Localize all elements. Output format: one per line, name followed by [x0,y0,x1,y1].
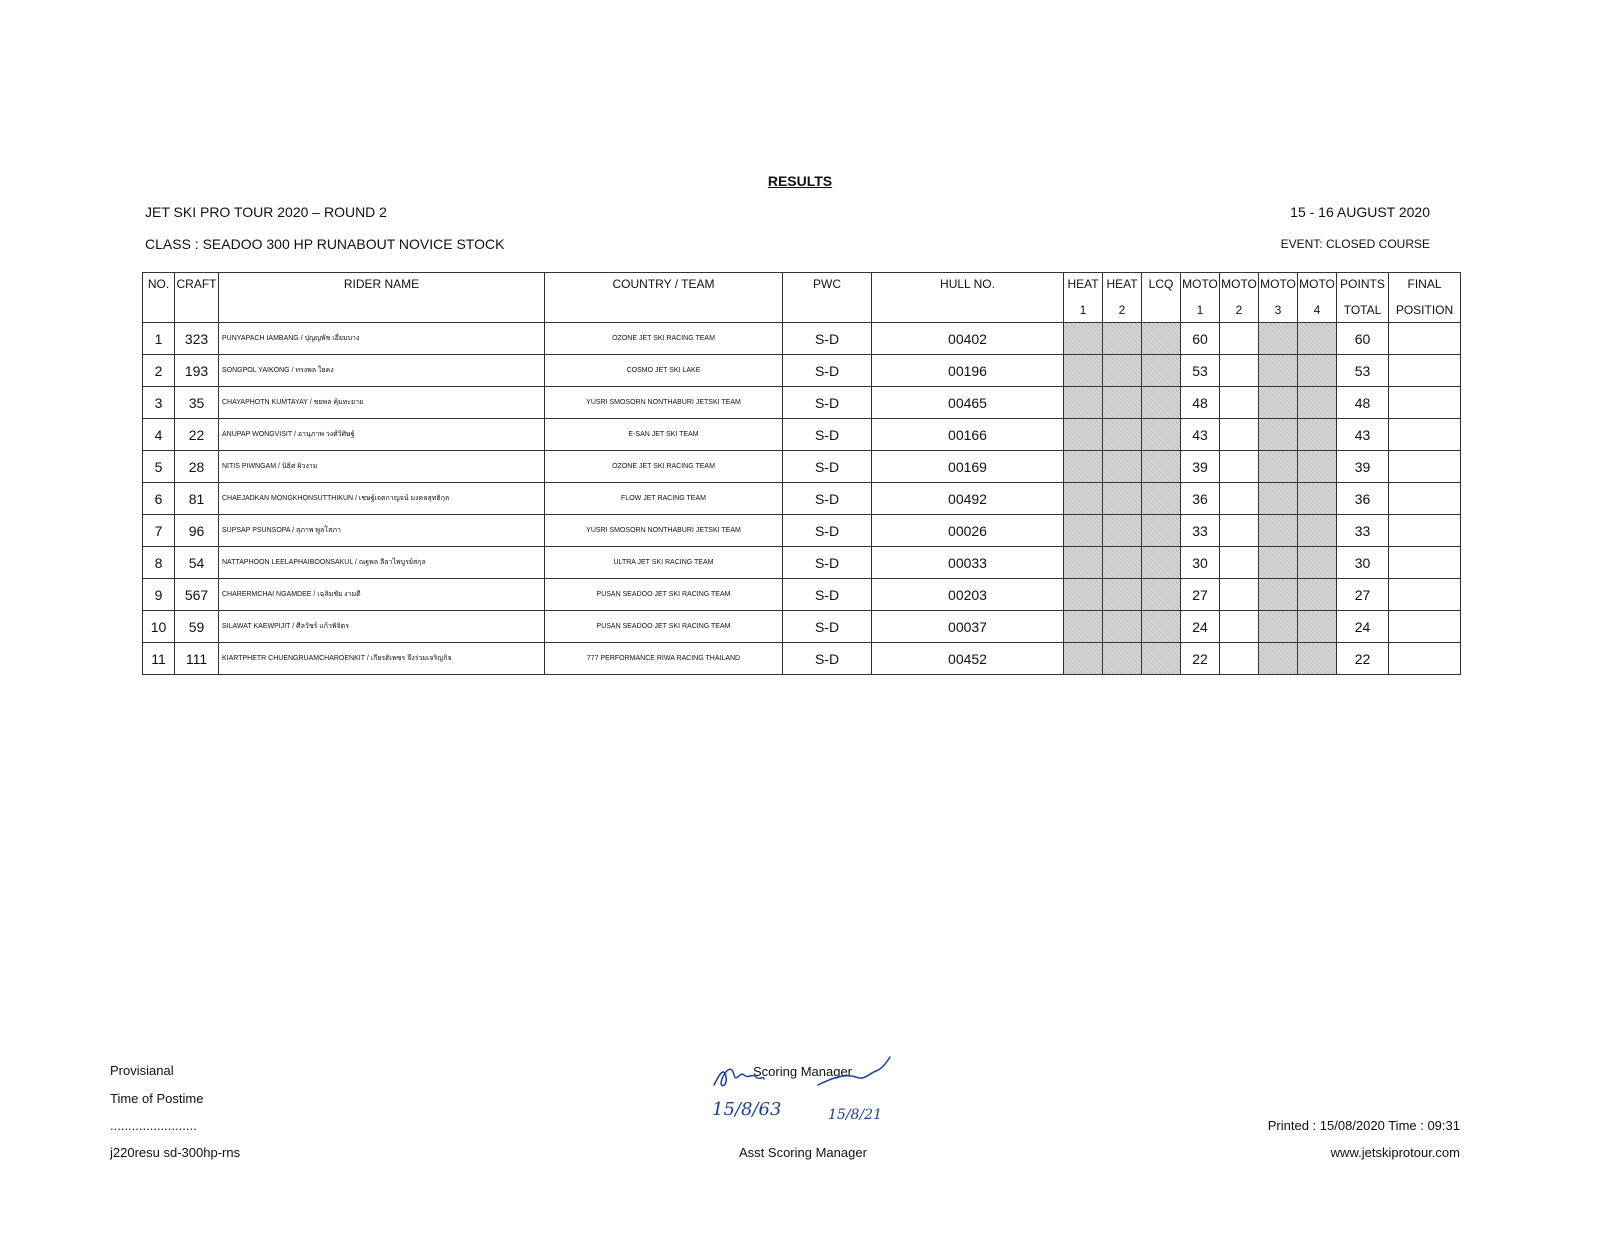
cell-moto-4 [1298,515,1337,547]
cell-moto-4 [1298,483,1337,515]
cell-moto-1: 39 [1181,451,1220,483]
cell-craft: 54 [175,547,219,579]
cell-points-total: 33 [1337,515,1389,547]
cell-lcq [1142,579,1181,611]
col-subheader-heat-2: 2 [1103,298,1142,323]
col-header-heat-1: HEAT [1064,273,1103,299]
printed-timestamp: Printed : 15/08/2020 Time : 09:31 [1267,1118,1460,1133]
cell-moto-3 [1259,387,1298,419]
cell-craft: 323 [175,323,219,355]
cell-lcq [1142,451,1181,483]
cell-pwc: S-D [783,611,872,643]
signature-date-2: 15/8/21 [828,1107,882,1123]
cell-country-team: PUSAN SEADOO JET SKI RACING TEAM [545,611,783,643]
asst-scoring-manager-label: Asst Scoring Manager [739,1145,867,1160]
cell-hull-no: 00452 [872,643,1064,675]
cell-craft: 193 [175,355,219,387]
cell-heat-1 [1064,323,1103,355]
cell-moto-3 [1259,483,1298,515]
cell-no: 2 [143,355,175,387]
cell-final-position [1389,419,1461,451]
results-table [142,272,1461,675]
cell-rider-name: CHAYAPHOTN KUMTAYAY / ชยพล คุ้มทะยาย [219,387,545,419]
cell-moto-2 [1220,323,1259,355]
cell-heat-1 [1064,451,1103,483]
cell-pwc: S-D [783,451,872,483]
cell-moto-4 [1298,451,1337,483]
cell-points-total: 22 [1337,643,1389,675]
col-header-rider-name: RIDER NAME [219,273,545,323]
cell-heat-2 [1103,355,1142,387]
cell-moto-4 [1298,611,1337,643]
cell-country-team: E-SAN JET SKI TEAM [545,419,783,451]
cell-final-position [1389,355,1461,387]
cell-moto-1: 53 [1181,355,1220,387]
cell-heat-1 [1064,419,1103,451]
col-header-moto-2: MOTO [1220,273,1259,299]
cell-rider-name: SILAWAT KAEWPIJIT / ศีลวัชร์ แก้วพิจิตร [219,611,545,643]
col-header-moto-1: MOTO [1181,273,1220,299]
cell-moto-4 [1298,419,1337,451]
col-header-moto-3: MOTO [1259,273,1298,299]
table-row [143,419,1461,451]
cell-moto-2 [1220,579,1259,611]
cell-no: 7 [143,515,175,547]
cell-heat-1 [1064,579,1103,611]
cell-moto-2 [1220,451,1259,483]
cell-heat-2 [1103,579,1142,611]
provisional-label: Provisianal [110,1063,174,1078]
cell-country-team: YUSRI SMOSORN NONTHABURI JETSKI TEAM [545,387,783,419]
cell-craft: 111 [175,643,219,675]
col-header-pwc: PWC [783,273,872,323]
cell-craft: 567 [175,579,219,611]
cell-heat-1 [1064,547,1103,579]
cell-country-team: COSMO JET SKI LAKE [545,355,783,387]
cell-pwc: S-D [783,323,872,355]
col-subheader-moto-4: 4 [1298,298,1337,323]
cell-moto-1: 43 [1181,419,1220,451]
table-row [143,611,1461,643]
cell-heat-1 [1064,483,1103,515]
file-code: j220resu sd-300hp-rns [110,1145,241,1160]
scoring-manager-label: Scoring Manager [753,1064,852,1079]
cell-moto-1: 24 [1181,611,1220,643]
cell-rider-name: ANUPAP WONGVISIT / อานุภาพ วงศ์วิศิษฐ์ [219,419,545,451]
col-header-no: NO. [143,273,175,323]
col-header-country-team: COUNTRY / TEAM [545,273,783,323]
cell-lcq [1142,643,1181,675]
cell-pwc: S-D [783,515,872,547]
cell-rider-name: PUNYAPACH IAMBANG / ปุญญพัช เอี่ยมบาง [219,323,545,355]
cell-rider-name: NATTAPHOON LEELAPHAIBOONSAKUL / ณฐพล ลีลาไพบูรย์สกุล [219,547,545,579]
table-row [143,579,1461,611]
cell-final-position [1389,323,1461,355]
cell-points-total: 39 [1337,451,1389,483]
cell-lcq [1142,419,1181,451]
cell-lcq [1142,611,1181,643]
col-subheader-moto-1: 1 [1181,298,1220,323]
cell-no: 11 [143,643,175,675]
cell-moto-1: 33 [1181,515,1220,547]
cell-hull-no: 00033 [872,547,1064,579]
cell-heat-2 [1103,483,1142,515]
cell-hull-no: 00203 [872,579,1064,611]
cell-rider-name: NITIS PIWNGAM / นิธิศ ผิวงาม [219,451,545,483]
cell-moto-2 [1220,419,1259,451]
col-header-lcq: LCQ [1142,273,1181,299]
cell-points-total: 48 [1337,387,1389,419]
cell-lcq [1142,323,1181,355]
cell-points-total: 60 [1337,323,1389,355]
table-row [143,643,1461,675]
cell-craft: 96 [175,515,219,547]
cell-rider-name: CHAEJADKAN MONGKHONSUTTHIKUN / เชษฐ์เจตกาญจน์ มงคลสุทธิกุล [219,483,545,515]
cell-pwc: S-D [783,579,872,611]
cell-heat-1 [1064,515,1103,547]
cell-no: 9 [143,579,175,611]
cell-final-position [1389,643,1461,675]
col-header-hull-no: HULL NO. [872,273,1064,323]
cell-craft: 59 [175,611,219,643]
cell-pwc: S-D [783,547,872,579]
cell-moto-3 [1259,515,1298,547]
cell-moto-4 [1298,387,1337,419]
col-subheader-points-total: TOTAL [1337,298,1389,323]
cell-moto-3 [1259,355,1298,387]
cell-heat-2 [1103,643,1142,675]
cell-pwc: S-D [783,483,872,515]
col-subheader-final-position: POSITION [1389,298,1461,323]
cell-moto-2 [1220,387,1259,419]
cell-no: 6 [143,483,175,515]
table-row [143,515,1461,547]
cell-points-total: 24 [1337,611,1389,643]
cell-country-team: PUSAN SEADOO JET SKI RACING TEAM [545,579,783,611]
cell-heat-1 [1064,643,1103,675]
cell-points-total: 27 [1337,579,1389,611]
col-subheader-moto-3: 3 [1259,298,1298,323]
cell-hull-no: 00492 [872,483,1064,515]
cell-final-position [1389,547,1461,579]
col-header-moto-4: MOTO [1298,273,1337,299]
cell-hull-no: 00026 [872,515,1064,547]
event-name: JET SKI PRO TOUR 2020 – ROUND 2 [145,204,387,220]
cell-hull-no: 00196 [872,355,1064,387]
cell-moto-2 [1220,483,1259,515]
cell-craft: 22 [175,419,219,451]
cell-moto-4 [1298,643,1337,675]
cell-pwc: S-D [783,387,872,419]
cell-moto-1: 48 [1181,387,1220,419]
cell-lcq [1142,483,1181,515]
cell-points-total: 30 [1337,547,1389,579]
table-row [143,355,1461,387]
cell-moto-3 [1259,579,1298,611]
table-row [143,323,1461,355]
cell-heat-2 [1103,611,1142,643]
cell-craft: 28 [175,451,219,483]
cell-no: 4 [143,419,175,451]
cell-moto-2 [1220,611,1259,643]
table-row [143,547,1461,579]
cell-pwc: S-D [783,355,872,387]
cell-final-position [1389,483,1461,515]
event-class: CLASS : SEADOO 300 HP RUNABOUT NOVICE STOCK [145,236,505,252]
table-row [143,483,1461,515]
signature-date-1: 15/8/63 [712,1099,782,1120]
col-subheader-moto-2: 2 [1220,298,1259,323]
cell-moto-1: 36 [1181,483,1220,515]
event-date: 15 - 16 AUGUST 2020 [1290,204,1430,220]
col-subheader-heat-1: 1 [1064,298,1103,323]
cell-final-position [1389,451,1461,483]
cell-heat-2 [1103,387,1142,419]
cell-no: 1 [143,323,175,355]
cell-moto-3 [1259,323,1298,355]
cell-heat-2 [1103,515,1142,547]
col-header-points-total: POINTS [1337,273,1389,299]
results-title: RESULTS [767,173,833,189]
cell-rider-name: SUPSAP PSUNSOPA / สุภาพ พูลโสภา [219,515,545,547]
cell-country-team: OZONE JET SKI RACING TEAM [545,323,783,355]
cell-craft: 35 [175,387,219,419]
cell-no: 10 [143,611,175,643]
cell-heat-2 [1103,323,1142,355]
cell-lcq [1142,515,1181,547]
col-header-heat-2: HEAT [1103,273,1142,299]
cell-moto-2 [1220,643,1259,675]
cell-pwc: S-D [783,419,872,451]
cell-moto-1: 27 [1181,579,1220,611]
cell-country-team: 777 PERFORMANCE RIWA RACING THAILAND [545,643,783,675]
cell-moto-2 [1220,355,1259,387]
cell-moto-3 [1259,451,1298,483]
cell-hull-no: 00465 [872,387,1064,419]
cell-lcq [1142,355,1181,387]
cell-moto-3 [1259,643,1298,675]
cell-country-team: FLOW JET RACING TEAM [545,483,783,515]
cell-heat-1 [1064,387,1103,419]
cell-moto-3 [1259,419,1298,451]
col-header-final-position: FINAL [1389,273,1461,299]
cell-rider-name: CHARERMCHAI NGAMDEE / เฉลิมชัย งามดี [219,579,545,611]
cell-points-total: 43 [1337,419,1389,451]
cell-moto-2 [1220,547,1259,579]
cell-moto-3 [1259,611,1298,643]
cell-no: 5 [143,451,175,483]
col-header-craft: CRAFT [175,273,219,323]
cell-moto-1: 60 [1181,323,1220,355]
cell-final-position [1389,387,1461,419]
cell-country-team: YUSRI SMOSORN NONTHABURI JETSKI TEAM [545,515,783,547]
cell-heat-1 [1064,611,1103,643]
cell-moto-4 [1298,579,1337,611]
cell-heat-2 [1103,419,1142,451]
cell-moto-4 [1298,547,1337,579]
cell-rider-name: SONGPOL YAIKONG / ทรงพล ใยคง [219,355,545,387]
cell-hull-no: 00402 [872,323,1064,355]
cell-moto-1: 22 [1181,643,1220,675]
website-url: www.jetskiprotour.com [1330,1145,1460,1160]
cell-final-position [1389,611,1461,643]
cell-heat-2 [1103,451,1142,483]
cell-pwc: S-D [783,643,872,675]
cell-moto-4 [1298,355,1337,387]
cell-no: 8 [143,547,175,579]
cell-lcq [1142,547,1181,579]
cell-points-total: 36 [1337,483,1389,515]
cell-rider-name: KIARTPHETR CHUENGRUAMCHAROENKIT / เกียรติเพชร จึงร่วมเจริญกิจ [219,643,545,675]
postime-dots: ........................ [110,1118,197,1133]
cell-country-team: ULTRA JET SKI RACING TEAM [545,547,783,579]
cell-moto-4 [1298,323,1337,355]
col-subheader-lcq [1142,298,1181,323]
cell-moto-3 [1259,547,1298,579]
event-type: EVENT: CLOSED COURSE [1280,237,1430,251]
cell-hull-no: 00169 [872,451,1064,483]
cell-final-position [1389,579,1461,611]
cell-hull-no: 00166 [872,419,1064,451]
cell-country-team: OZONE JET SKI RACING TEAM [545,451,783,483]
cell-moto-1: 30 [1181,547,1220,579]
table-row [143,451,1461,483]
cell-heat-1 [1064,355,1103,387]
cell-final-position [1389,515,1461,547]
cell-hull-no: 00037 [872,611,1064,643]
table-row [143,387,1461,419]
handwritten-signature [710,1055,910,1125]
cell-craft: 81 [175,483,219,515]
cell-no: 3 [143,387,175,419]
cell-moto-2 [1220,515,1259,547]
cell-lcq [1142,387,1181,419]
cell-heat-2 [1103,547,1142,579]
time-of-postime-label: Time of Postime [110,1091,204,1106]
results-body [143,323,1461,675]
cell-points-total: 53 [1337,355,1389,387]
